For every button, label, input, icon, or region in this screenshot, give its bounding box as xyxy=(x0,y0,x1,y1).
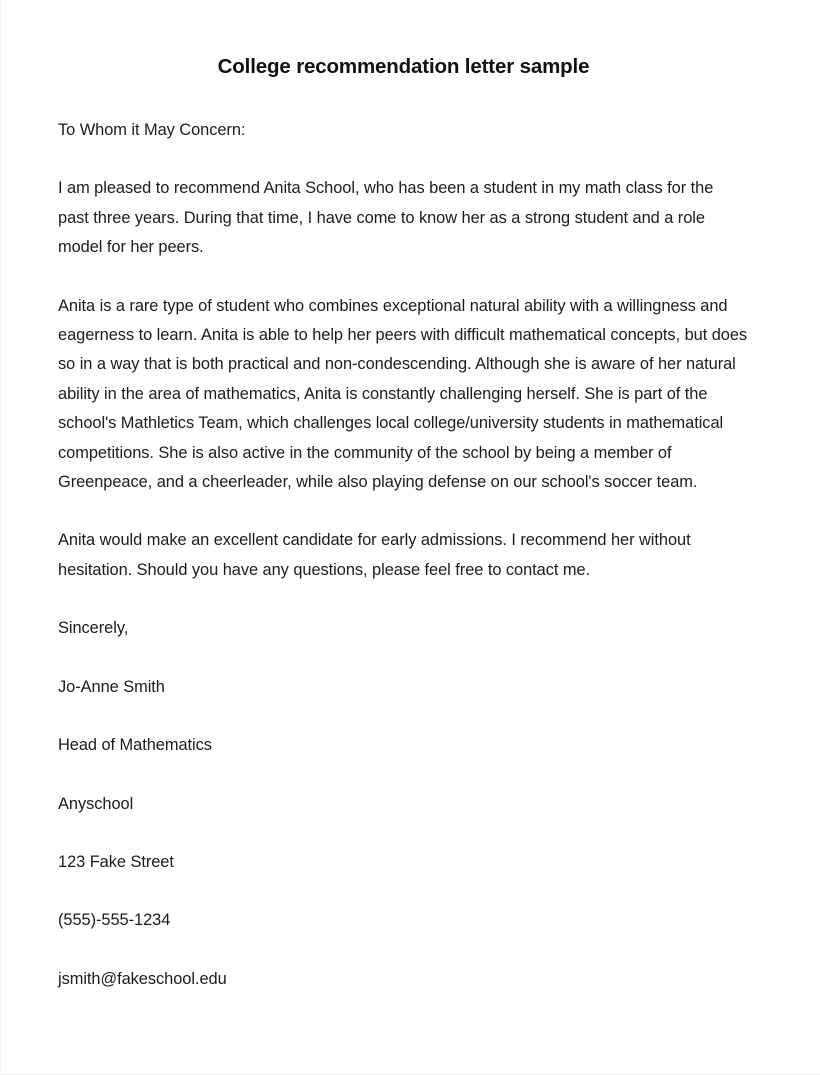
salutation xyxy=(58,116,748,145)
signature-street-address: 123 Fake Street xyxy=(58,852,174,871)
page-title: College recommendation letter sample xyxy=(217,55,590,78)
closing-line: Sincerely, xyxy=(58,619,129,638)
body-paragraph-2: Anita is a rare type of student who combines exceptional natural ability with a willingness and eagerness to learn. Anita is able to help her peers with difficult mathematical concepts, but does so in a way that is both practical and non-condescending. Although she is aware of her natural ability in the area of mathematics, Anita is constantly challenging herself. She is part of the school's Mathletics Team, which challenges local college/university students in mathematical competitions. She is also active in the community of the school by being a member of Greenpeace, and a cheerleader, while also playing defense on our school's soccer team. xyxy=(58,296,748,492)
signature-name: Jo-Anne Smith xyxy=(58,677,165,696)
signature-block xyxy=(58,673,748,994)
signature-phone: (555)-555-1234 xyxy=(58,911,171,930)
signature-email: jsmith@fakeschool.edu xyxy=(58,969,227,988)
salutation-text: To Whom it May Concern: xyxy=(58,121,246,139)
signature-job-title: Head of Mathematics xyxy=(58,736,212,755)
letter-body xyxy=(58,116,748,994)
body-paragraph-1: I am pleased to recommend Anita School, who has been a student in my math class for the past three years. During that time, I have come to know her as a strong student and a role model for her peers. xyxy=(58,179,714,257)
body-paragraph-3: Anita would make an excellent candidate for early admissions. I recommend her without hesitation. Should you have any questions, please feel free to contact me. xyxy=(58,531,691,579)
signature-organization: Anyschool xyxy=(58,794,134,813)
